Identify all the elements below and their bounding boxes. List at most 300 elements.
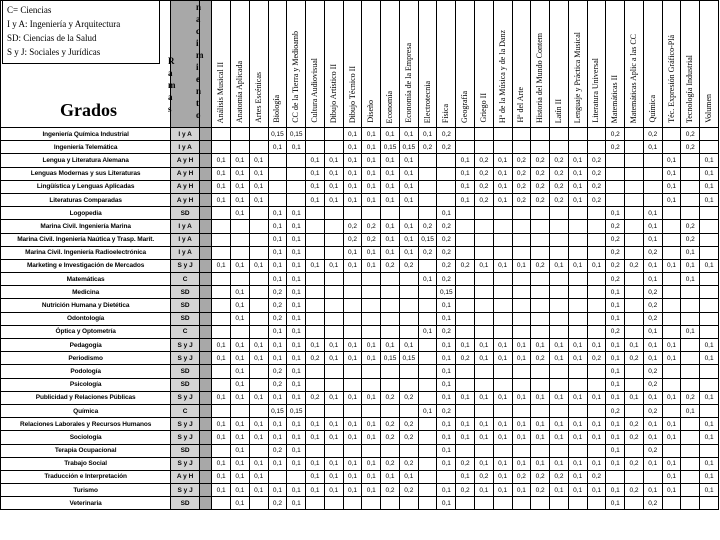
weight-cell: 0,1 xyxy=(606,484,625,497)
weight-cell xyxy=(512,444,531,457)
weight-cell xyxy=(268,193,287,206)
weight-cell: 0,1 xyxy=(231,378,250,391)
rama-cell: A y H xyxy=(171,167,200,180)
weight-cell xyxy=(381,444,400,457)
weight-cell: 0,1 xyxy=(212,352,231,365)
table-row xyxy=(1,391,719,404)
weight-cell: 0,15 xyxy=(437,286,456,299)
table-row xyxy=(1,365,719,378)
weight-cell: 0,1 xyxy=(606,207,625,220)
weight-cell xyxy=(212,365,231,378)
weight-cell: 0,1 xyxy=(437,457,456,470)
nacimiento-cell xyxy=(199,273,211,286)
subject-header: Volumen xyxy=(700,1,719,128)
weight-cell xyxy=(700,246,719,259)
weight-cell: 0,1 xyxy=(231,352,250,365)
weight-cell: 0,1 xyxy=(399,128,418,141)
weight-cell xyxy=(493,325,512,338)
table-row xyxy=(1,233,719,246)
weight-cell: 0,1 xyxy=(662,470,681,483)
weight-cell: 0,15 xyxy=(287,128,306,141)
weight-cell: 0,1 xyxy=(643,259,662,272)
table-row xyxy=(1,273,719,286)
weight-cell xyxy=(249,141,268,154)
weight-cell xyxy=(381,497,400,510)
weight-cell: 0,1 xyxy=(249,259,268,272)
weight-cell: 0,1 xyxy=(493,484,512,497)
weight-cell xyxy=(456,246,475,259)
weight-cell xyxy=(681,312,700,325)
weight-cell xyxy=(662,273,681,286)
table-row xyxy=(1,339,719,352)
table-row xyxy=(1,378,719,391)
weight-cell xyxy=(662,299,681,312)
weight-cell: 0,2 xyxy=(437,246,456,259)
weight-cell xyxy=(362,497,381,510)
weight-cell: 0,1 xyxy=(437,299,456,312)
rama-cell: SD xyxy=(171,378,200,391)
weight-cell: 0,1 xyxy=(643,233,662,246)
weight-cell xyxy=(681,418,700,431)
weight-cell: 0,2 xyxy=(456,457,475,470)
weight-cell xyxy=(587,207,606,220)
weight-cell xyxy=(662,444,681,457)
weight-cell xyxy=(212,141,231,154)
weight-cell: 0,1 xyxy=(474,431,493,444)
weight-cell xyxy=(474,444,493,457)
weight-cell: 0,1 xyxy=(362,259,381,272)
weight-cell xyxy=(268,154,287,167)
weight-cell: 0,1 xyxy=(493,193,512,206)
weight-cell: 0,2 xyxy=(268,365,287,378)
weight-cell xyxy=(550,365,569,378)
weight-cell xyxy=(512,404,531,417)
weight-cell: 0,2 xyxy=(643,497,662,510)
weight-cell xyxy=(418,378,437,391)
weight-cell xyxy=(587,233,606,246)
weight-cell: 0,1 xyxy=(437,497,456,510)
weight-cell xyxy=(362,325,381,338)
weight-cell: 0,2 xyxy=(587,470,606,483)
weight-cell: 0,2 xyxy=(550,193,569,206)
weight-cell: 0,15 xyxy=(287,404,306,417)
weight-cell: 0,1 xyxy=(399,167,418,180)
weight-cell xyxy=(662,141,681,154)
weight-cell: 0,1 xyxy=(399,339,418,352)
weight-cell xyxy=(550,378,569,391)
weight-cell: 0,2 xyxy=(437,220,456,233)
weight-cell: 0,1 xyxy=(606,444,625,457)
rama-cell: C xyxy=(171,273,200,286)
weight-cell xyxy=(249,246,268,259)
grado-name: Sociología xyxy=(1,431,171,444)
weight-cell: 0,1 xyxy=(324,470,343,483)
weight-cell xyxy=(587,286,606,299)
weight-cell: 0,1 xyxy=(381,154,400,167)
weight-cell xyxy=(306,273,325,286)
weight-cell: 0,1 xyxy=(268,352,287,365)
weight-cell xyxy=(512,246,531,259)
weight-cell xyxy=(418,497,437,510)
weight-cell xyxy=(343,365,362,378)
weight-cell: 0,1 xyxy=(231,470,250,483)
weight-cell xyxy=(306,325,325,338)
weight-cell: 0,2 xyxy=(437,141,456,154)
subject-header: Economía de la Empresa xyxy=(399,1,418,128)
weight-cell: 0,2 xyxy=(456,352,475,365)
weight-cell xyxy=(418,299,437,312)
grado-name: Periodismo xyxy=(1,352,171,365)
weight-cell: 0,1 xyxy=(268,391,287,404)
weight-cell: 0,2 xyxy=(306,352,325,365)
grado-name: Lingüística y Lenguas Aplicadas xyxy=(1,180,171,193)
weight-cell xyxy=(418,167,437,180)
subject-header: Artes Escénicas xyxy=(249,1,268,128)
weight-cell: 0,1 xyxy=(493,154,512,167)
weight-cell xyxy=(493,378,512,391)
weight-cell: 0,1 xyxy=(268,325,287,338)
weight-cell xyxy=(231,273,250,286)
ramas-letter: m xyxy=(168,80,176,90)
weight-cell: 0,1 xyxy=(700,339,719,352)
weight-cell xyxy=(418,207,437,220)
weight-cell xyxy=(568,286,587,299)
grado-name: Matemáticas xyxy=(1,273,171,286)
weight-cell xyxy=(287,154,306,167)
weight-cell xyxy=(700,325,719,338)
weight-cell xyxy=(625,220,644,233)
weight-cell: 0,2 xyxy=(681,233,700,246)
weight-cell xyxy=(700,365,719,378)
weight-cell xyxy=(700,299,719,312)
weight-cell: 0,2 xyxy=(606,259,625,272)
weight-cell: 0,2 xyxy=(437,259,456,272)
weight-cell: 0,1 xyxy=(643,391,662,404)
weight-cell xyxy=(568,444,587,457)
weight-cell: 0,1 xyxy=(212,457,231,470)
ramas-letter: s xyxy=(168,104,172,114)
nacimiento-letter: c xyxy=(196,26,200,36)
weight-cell: 0,1 xyxy=(437,312,456,325)
weight-cell: 0,1 xyxy=(399,470,418,483)
weight-cell: 0,1 xyxy=(287,431,306,444)
weight-cell xyxy=(343,273,362,286)
rama-cell: S y J xyxy=(171,484,200,497)
weight-cell xyxy=(568,233,587,246)
weight-cell: 0,1 xyxy=(437,391,456,404)
weight-cell: 0,1 xyxy=(268,207,287,220)
grado-name: Química xyxy=(1,404,171,417)
weight-cell: 0,1 xyxy=(662,352,681,365)
weight-cell xyxy=(324,378,343,391)
weight-cell xyxy=(493,233,512,246)
weight-cell xyxy=(625,128,644,141)
weight-cell xyxy=(474,404,493,417)
grado-name: Pedagogía xyxy=(1,339,171,352)
weight-cell xyxy=(437,180,456,193)
weight-cell: 0,1 xyxy=(606,286,625,299)
weight-cell xyxy=(700,444,719,457)
weight-cell: 0,1 xyxy=(493,339,512,352)
weight-cell xyxy=(362,286,381,299)
weight-cell xyxy=(700,286,719,299)
weight-cell xyxy=(212,286,231,299)
weight-cell: 0,1 xyxy=(362,167,381,180)
weight-cell: 0,2 xyxy=(437,128,456,141)
nacimiento-cell xyxy=(199,365,211,378)
weight-cell: 0,1 xyxy=(231,418,250,431)
weight-cell: 0,1 xyxy=(681,325,700,338)
nacimiento-cell xyxy=(199,352,211,365)
table-row xyxy=(1,325,719,338)
weight-cell: 0,1 xyxy=(493,431,512,444)
weight-cell xyxy=(418,352,437,365)
weight-cell: 0,2 xyxy=(512,167,531,180)
weight-cell xyxy=(625,325,644,338)
weight-cell: 0,1 xyxy=(662,259,681,272)
weight-cell xyxy=(625,154,644,167)
ramas-vertical-label xyxy=(166,0,178,126)
weight-cell: 0,1 xyxy=(512,259,531,272)
weight-cell xyxy=(625,444,644,457)
weight-cell: 0,1 xyxy=(681,259,700,272)
weight-cell: 0,2 xyxy=(625,418,644,431)
grado-name: Turismo xyxy=(1,484,171,497)
weight-cell: 0,1 xyxy=(324,259,343,272)
weight-cell: 0,1 xyxy=(381,167,400,180)
weight-cell xyxy=(587,141,606,154)
weight-cell xyxy=(662,497,681,510)
subject-header: Biología xyxy=(268,1,287,128)
weight-cell: 0,2 xyxy=(606,233,625,246)
weight-cell xyxy=(418,365,437,378)
table-row xyxy=(1,193,719,206)
weight-cell: 0,1 xyxy=(306,154,325,167)
weight-cell xyxy=(550,233,569,246)
weight-cell xyxy=(512,325,531,338)
weight-cell xyxy=(381,325,400,338)
weight-cell: 0,1 xyxy=(287,365,306,378)
weight-cell: 0,1 xyxy=(324,391,343,404)
weight-cell xyxy=(343,312,362,325)
weight-cell: 0,1 xyxy=(268,418,287,431)
weight-cell: 0,2 xyxy=(643,378,662,391)
weight-cell xyxy=(643,470,662,483)
weight-cell: 0,1 xyxy=(550,431,569,444)
weight-cell xyxy=(324,246,343,259)
weight-cell: 0,1 xyxy=(493,418,512,431)
weight-cell: 0,1 xyxy=(306,259,325,272)
weight-cell xyxy=(681,457,700,470)
weight-cell xyxy=(212,325,231,338)
weight-cell: 0,1 xyxy=(306,339,325,352)
weight-cell: 0,1 xyxy=(512,431,531,444)
weight-cell: 0,2 xyxy=(512,180,531,193)
weight-cell: 0,2 xyxy=(381,457,400,470)
weight-cell xyxy=(625,246,644,259)
weight-cell: 0,1 xyxy=(268,273,287,286)
weight-cell: 0,2 xyxy=(437,273,456,286)
weight-cell xyxy=(399,312,418,325)
weight-cell xyxy=(343,404,362,417)
weight-cell: 0,1 xyxy=(700,418,719,431)
weight-cell xyxy=(474,207,493,220)
weight-cell: 0,1 xyxy=(456,418,475,431)
weight-cell: 0,1 xyxy=(531,391,550,404)
weight-cell: 0,1 xyxy=(418,404,437,417)
weight-cell xyxy=(625,312,644,325)
weight-cell xyxy=(437,154,456,167)
weight-cell xyxy=(568,273,587,286)
weight-cell: 0,1 xyxy=(287,233,306,246)
weight-cell xyxy=(531,404,550,417)
weight-cell xyxy=(493,141,512,154)
weight-cell xyxy=(681,193,700,206)
weight-cell xyxy=(418,391,437,404)
legend-box xyxy=(2,0,160,64)
weight-cell: 0,1 xyxy=(343,352,362,365)
weight-cell xyxy=(212,220,231,233)
rama-cell: SD xyxy=(171,207,200,220)
weight-cell xyxy=(700,141,719,154)
weight-cell: 0,1 xyxy=(568,180,587,193)
weight-cell: 0,2 xyxy=(306,391,325,404)
weight-cell: 0,1 xyxy=(662,339,681,352)
weight-cell xyxy=(231,325,250,338)
weight-cell xyxy=(550,220,569,233)
table-row xyxy=(1,180,719,193)
rama-cell: I y A xyxy=(171,141,200,154)
rama-cell: I y A xyxy=(171,246,200,259)
rama-cell: S y J xyxy=(171,352,200,365)
weight-cell xyxy=(625,286,644,299)
weight-cell: 0,1 xyxy=(231,497,250,510)
weight-cell xyxy=(399,207,418,220)
weight-cell xyxy=(474,325,493,338)
weight-cell xyxy=(381,286,400,299)
weight-cell: 0,1 xyxy=(399,220,418,233)
weight-cell: 0,1 xyxy=(437,207,456,220)
ramas-letter: a xyxy=(168,68,173,78)
weight-cell xyxy=(249,220,268,233)
weight-cell xyxy=(418,180,437,193)
weight-cell: 0,1 xyxy=(643,431,662,444)
weight-cell: 0,2 xyxy=(531,484,550,497)
nacimiento-cell xyxy=(199,246,211,259)
weight-cell xyxy=(212,273,231,286)
weight-cell: 0,1 xyxy=(606,418,625,431)
weight-cell xyxy=(625,404,644,417)
weight-cell: 0,1 xyxy=(474,259,493,272)
nacimiento-cell xyxy=(199,339,211,352)
weight-cell: 0,1 xyxy=(662,154,681,167)
weight-cell: 0,1 xyxy=(643,339,662,352)
weight-cell xyxy=(512,312,531,325)
weight-cell: 0,1 xyxy=(249,193,268,206)
weight-cell: 0,2 xyxy=(643,365,662,378)
weight-cell: 0,2 xyxy=(681,141,700,154)
weight-cell xyxy=(625,233,644,246)
weight-cell: 0,1 xyxy=(343,391,362,404)
weight-cell xyxy=(268,180,287,193)
nacimiento-cell xyxy=(199,391,211,404)
weight-cell: 0,15 xyxy=(381,141,400,154)
weight-cell: 0,1 xyxy=(343,193,362,206)
weight-cell: 0,1 xyxy=(531,339,550,352)
weight-cell: 0,1 xyxy=(606,431,625,444)
weight-cell: 0,1 xyxy=(212,259,231,272)
ramas-letter: R xyxy=(168,56,175,66)
weight-cell: 0,1 xyxy=(456,431,475,444)
weight-cell xyxy=(568,220,587,233)
weight-cell: 0,1 xyxy=(625,391,644,404)
weight-cell xyxy=(399,286,418,299)
weight-cell xyxy=(324,141,343,154)
weight-cell xyxy=(587,273,606,286)
nacimiento-cell xyxy=(199,167,211,180)
nacimiento-letter: a xyxy=(196,14,201,24)
weight-cell: 0,1 xyxy=(643,220,662,233)
weight-cell xyxy=(249,299,268,312)
rama-cell: S y J xyxy=(171,431,200,444)
weight-cell: 0,2 xyxy=(625,484,644,497)
weight-cell xyxy=(418,470,437,483)
nacimiento-cell xyxy=(199,444,211,457)
grado-name: Marina Civil. Ingeniería Radioelectrónica xyxy=(1,246,171,259)
weight-cell: 0,2 xyxy=(531,470,550,483)
weight-cell: 0,1 xyxy=(212,193,231,206)
weight-cell: 0,1 xyxy=(231,312,250,325)
nacimiento-cell xyxy=(199,180,211,193)
rama-cell: SD xyxy=(171,312,200,325)
weight-cell: 0,2 xyxy=(512,193,531,206)
weight-cell xyxy=(249,273,268,286)
weight-cell xyxy=(362,207,381,220)
nacimiento-letter: i xyxy=(196,62,199,72)
weight-cell: 0,1 xyxy=(700,167,719,180)
weight-cell xyxy=(493,207,512,220)
weight-cell xyxy=(681,299,700,312)
weight-cell xyxy=(306,246,325,259)
weight-cell xyxy=(381,312,400,325)
weight-cell: 0,1 xyxy=(493,352,512,365)
weight-cell xyxy=(456,325,475,338)
weight-cell: 0,1 xyxy=(324,193,343,206)
weight-cell: 0,1 xyxy=(231,180,250,193)
weight-cell: 0,1 xyxy=(362,484,381,497)
weight-cell xyxy=(474,246,493,259)
weight-cell xyxy=(418,312,437,325)
nacimiento-cell xyxy=(199,325,211,338)
table-row xyxy=(1,259,719,272)
weight-cell xyxy=(531,312,550,325)
weight-cell: 0,2 xyxy=(531,154,550,167)
weight-cell: 0,2 xyxy=(399,484,418,497)
weight-cell xyxy=(681,365,700,378)
weight-cell: 0,1 xyxy=(306,167,325,180)
weight-cell: 0,1 xyxy=(287,299,306,312)
weight-cell: 0,1 xyxy=(399,193,418,206)
weight-cell xyxy=(362,299,381,312)
weight-cell: 0,1 xyxy=(362,141,381,154)
weight-cell: 0,1 xyxy=(362,457,381,470)
table-row xyxy=(1,167,719,180)
weight-cell xyxy=(512,286,531,299)
rama-cell: SD xyxy=(171,286,200,299)
rama-cell: S y J xyxy=(171,259,200,272)
weight-cell: 0,2 xyxy=(587,167,606,180)
weight-cell: 0,1 xyxy=(493,180,512,193)
